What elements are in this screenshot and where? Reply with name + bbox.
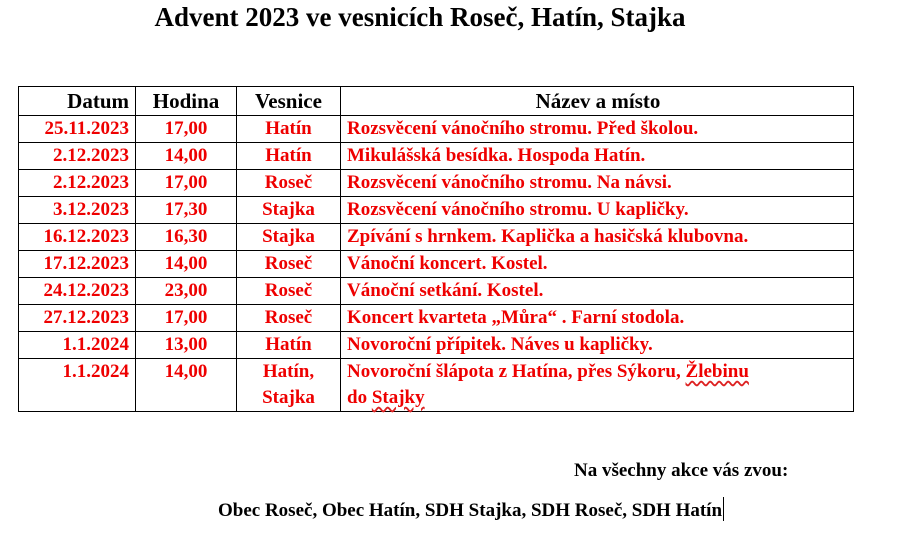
table-header-row: [19, 87, 854, 116]
cell-name: Koncert kvarteta „Můra“ . Farní stodola.: [341, 305, 854, 332]
events-table: [18, 86, 854, 412]
table-row: [19, 143, 854, 170]
cell-date: 2.12.2023: [19, 170, 136, 197]
cell-date: 17.12.2023: [19, 251, 136, 278]
text-cursor: [723, 497, 724, 521]
cell-hour: 17,00: [136, 170, 237, 197]
cell-date: 25.11.2023: [19, 116, 136, 143]
table-row: [19, 116, 854, 143]
cell-village: Roseč: [237, 278, 341, 305]
header-nazev: Název a místo: [341, 87, 854, 116]
cell-date: 16.12.2023: [19, 224, 136, 251]
cell-date: 24.12.2023: [19, 278, 136, 305]
organizers-label: Obec Roseč, Obec Hatín, SDH Stajka, SDH Roseč, SDH Hatín: [218, 500, 723, 521]
document-title: Advent 2023 ve vesnicích Roseč, Hatín, Stajka: [154, 2, 686, 32]
table-row: [19, 251, 854, 278]
cell-name: Vánoční setkání. Kostel.: [341, 278, 854, 305]
cell-village: [237, 359, 341, 412]
cell-hour: 13,00: [136, 332, 237, 359]
header-datum: Datum: [19, 87, 136, 116]
header-vesnice: Vesnice: [237, 87, 341, 116]
village-line1: Hatín,: [262, 361, 315, 382]
cell-hour: 14,00: [136, 143, 237, 170]
cell-hour: 16,30: [136, 224, 237, 251]
cell-hour: 17,00: [136, 305, 237, 332]
cell-hour: 14,00: [136, 359, 237, 412]
table-row: [19, 305, 854, 332]
village-line2: Stajka: [262, 387, 315, 408]
cell-name: Rozsvěcení vánočního stromu. Před školou.: [341, 116, 854, 143]
table-row: [19, 278, 854, 305]
cell-village: Hatín: [237, 332, 341, 359]
cell-name: Mikulášská besídka. Hospoda Hatín.: [341, 143, 854, 170]
name-part4-spellcheck: Stajky: [371, 387, 425, 408]
table-row: [19, 332, 854, 359]
cell-name: Rozsvěcení vánočního stromu. Na návsi.: [341, 170, 854, 197]
name-part1: Novoroční šlápota z Hatína, přes Sýkoru,: [347, 361, 686, 382]
cell-village: Hatín: [237, 116, 341, 143]
cell-name: [341, 359, 854, 412]
cell-village: Roseč: [237, 170, 341, 197]
cell-name: Zpívání s hrnkem. Kaplička a hasičská klubovna.: [341, 224, 854, 251]
cell-date: 1.1.2024: [19, 332, 136, 359]
cell-village: Stajka: [237, 197, 341, 224]
cell-hour: 14,00: [136, 251, 237, 278]
table-row: [19, 170, 854, 197]
cell-hour: 23,00: [136, 278, 237, 305]
name-part2-spellcheck: Žlebinu: [685, 361, 749, 382]
cell-name: Vánoční koncert. Kostel.: [341, 251, 854, 278]
organizers-text[interactable]: [218, 497, 724, 522]
cell-name: Rozsvěcení vánočního stromu. U kapličky.: [341, 197, 854, 224]
cell-village: Stajka: [237, 224, 341, 251]
cell-name: Novoroční přípitek. Náves u kapličky.: [341, 332, 854, 359]
cell-date: 3.12.2023: [19, 197, 136, 224]
cell-village: Roseč: [237, 251, 341, 278]
cell-village: Roseč: [237, 305, 341, 332]
table-row-last: [19, 359, 854, 412]
name-part3: do: [347, 387, 372, 408]
table-row: [19, 224, 854, 251]
cell-date: 1.1.2024: [19, 359, 136, 412]
table-row: [19, 197, 854, 224]
cell-village: Hatín: [237, 143, 341, 170]
header-hodina: Hodina: [136, 87, 237, 116]
cell-hour: 17,00: [136, 116, 237, 143]
invitation-text: Na všechny akce vás zvou:: [574, 460, 789, 481]
cell-date: 27.12.2023: [19, 305, 136, 332]
cell-date: 2.12.2023: [19, 143, 136, 170]
cell-hour: 17,30: [136, 197, 237, 224]
